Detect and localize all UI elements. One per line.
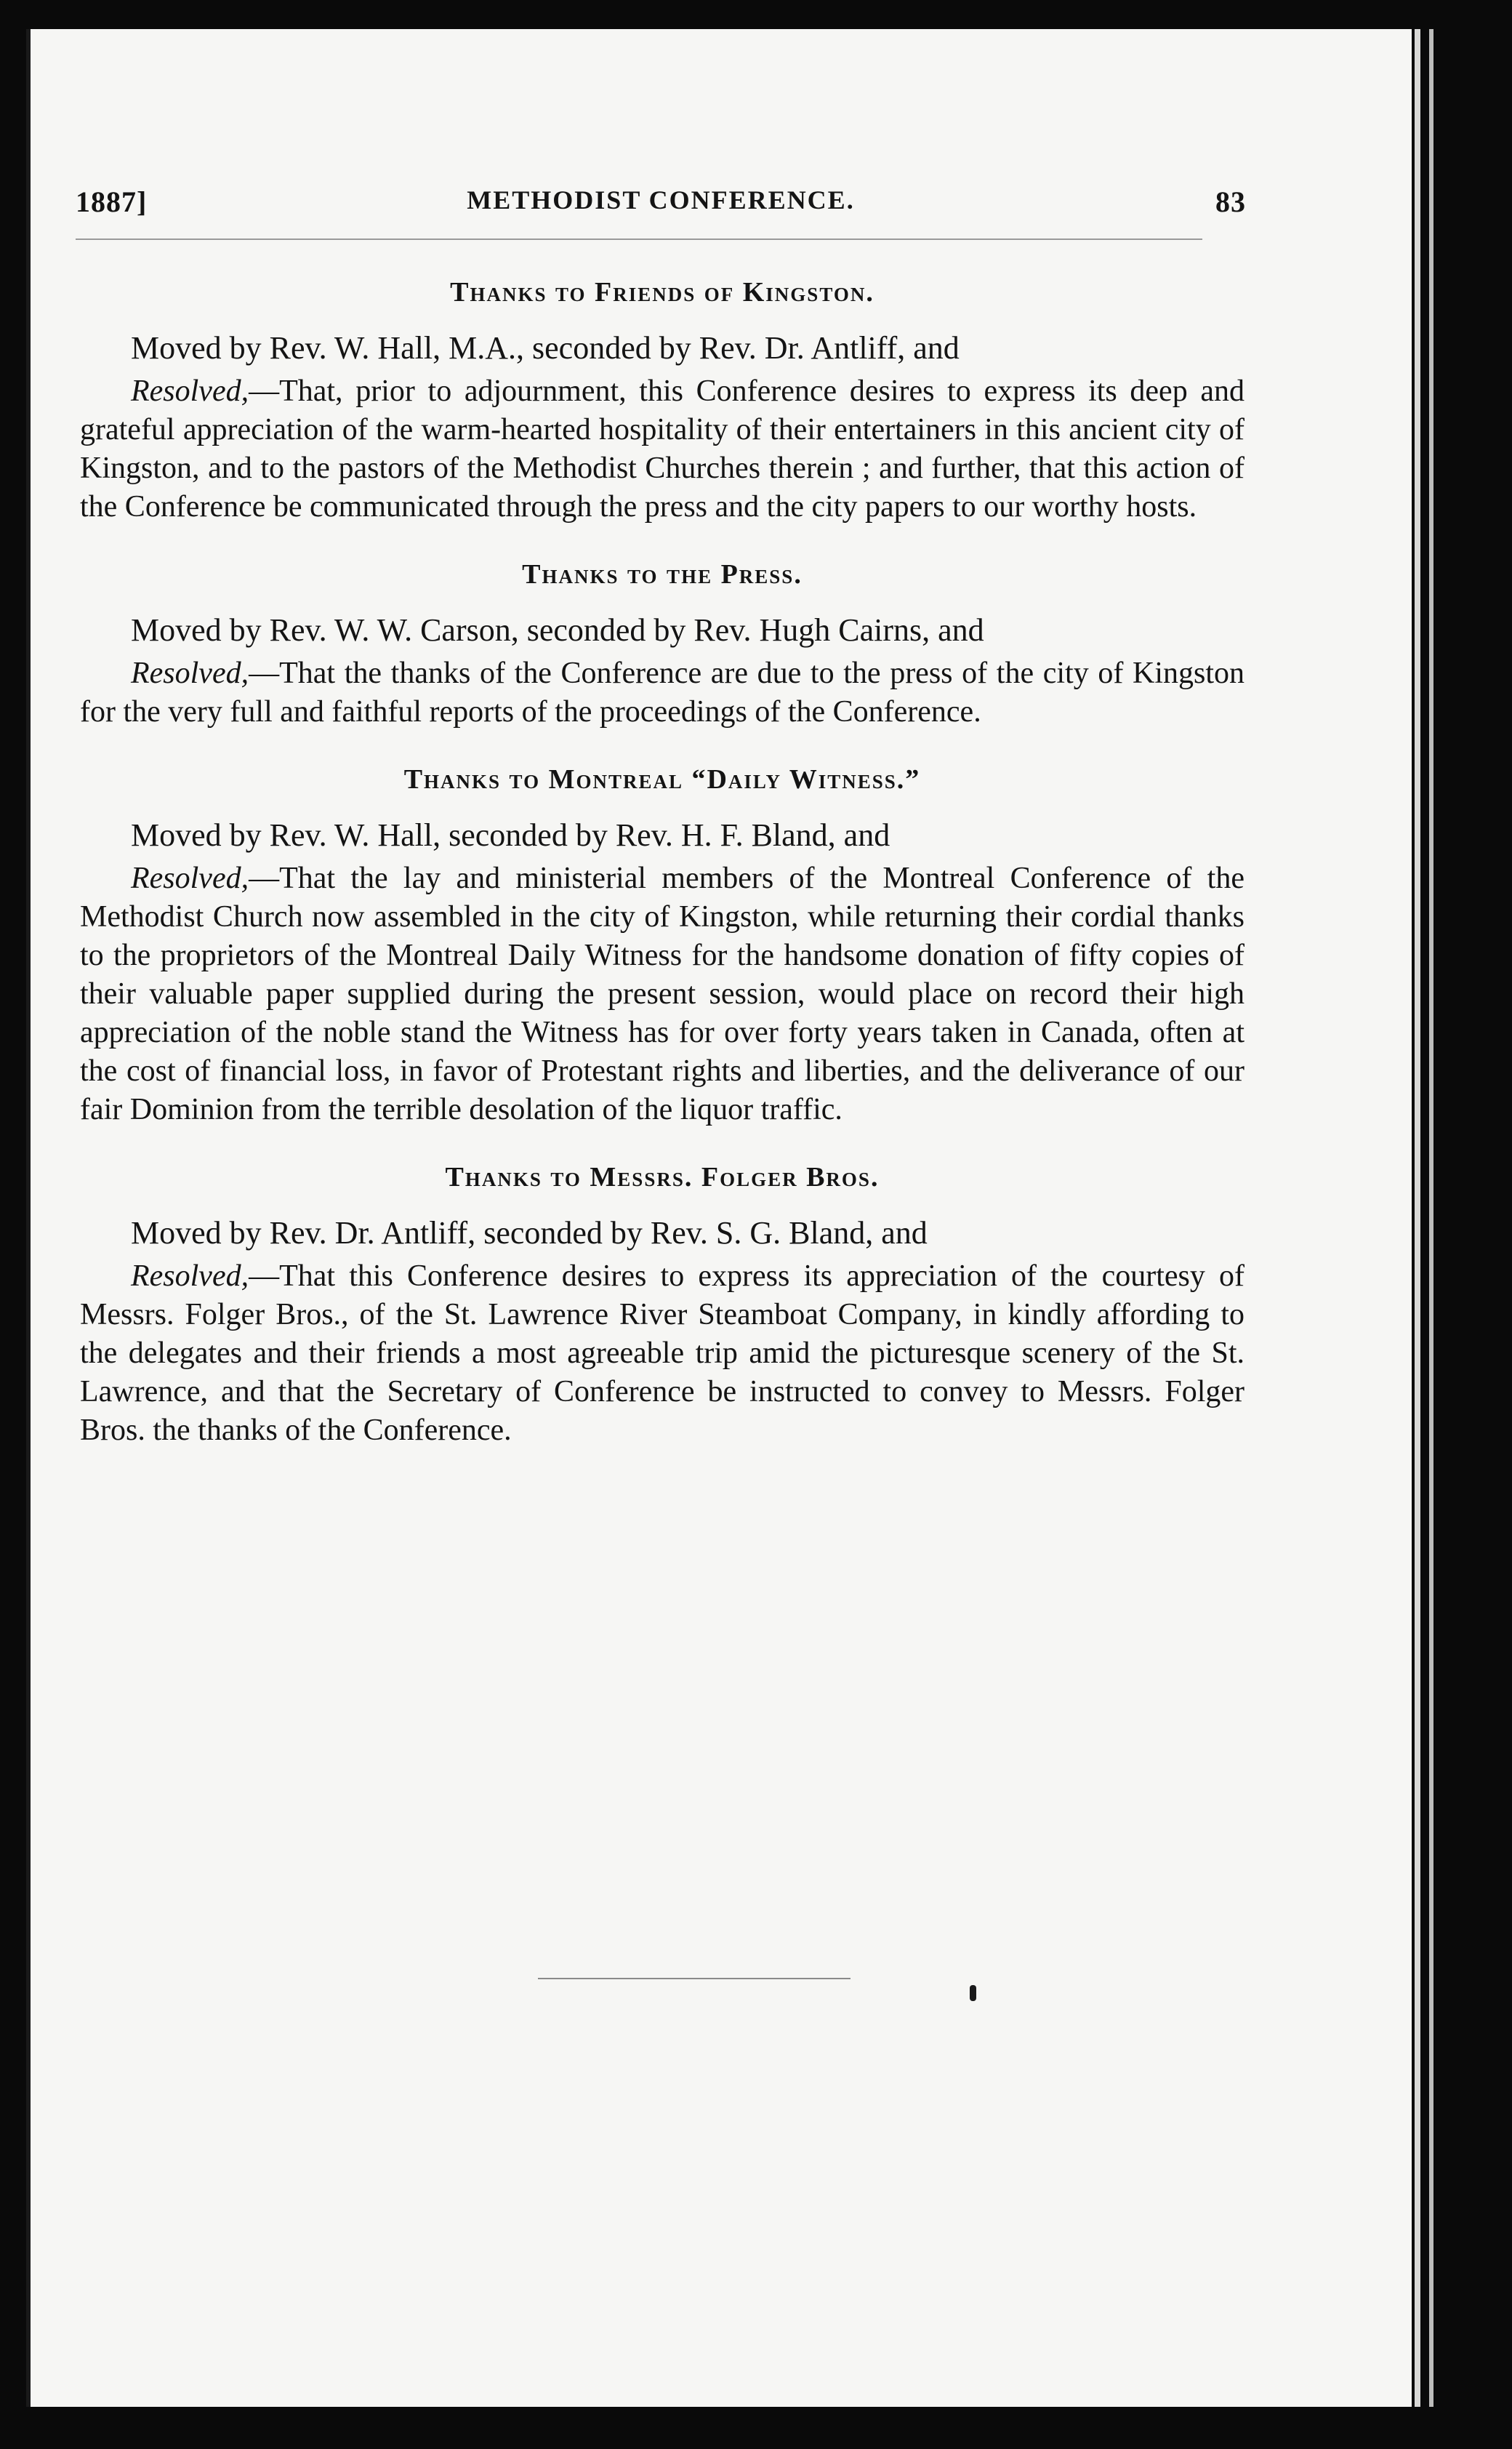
page-body bbox=[80, 270, 1244, 1476]
resolution-paragraph bbox=[80, 372, 1244, 526]
resolution-paragraph bbox=[80, 654, 1244, 732]
page-number: 83 bbox=[1215, 185, 1246, 218]
section-title: Thanks to Messrs. Folger Bros. bbox=[445, 1162, 880, 1193]
end-rule bbox=[538, 1978, 850, 1979]
running-head-title: METHODIST CONFERENCE. bbox=[467, 185, 855, 215]
motion-line: Moved by Rev. W. W. Carson, seconded by Rev. Hugh Cairns, and bbox=[131, 612, 984, 648]
running-head bbox=[76, 185, 1246, 228]
page-edge bbox=[1415, 29, 1420, 2407]
resolved-label: Resolved, bbox=[131, 657, 249, 690]
section-title: Thanks to Montreal “Daily Witness.” bbox=[403, 764, 921, 795]
section-thanks-to-the-press bbox=[80, 553, 1244, 732]
resolution-text: —That the thanks of the Conference are due to the press of the city of Kingston for the very full and faithful reports of the proceedings of the Conference. bbox=[80, 657, 1244, 729]
resolved-label: Resolved, bbox=[131, 1259, 249, 1293]
motion-line: Moved by Rev. W. Hall, M.A., seconded by Rev. Dr. Antliff, and bbox=[131, 330, 960, 366]
section-title: Thanks to Friends of Kingston. bbox=[450, 277, 874, 308]
resolution-text: —That, prior to adjournment, this Conference desires to express its deep and grateful appreciation of the warm-hearted hospitality of their entertainers in this ancient city of Kingston, and to the pastors of the Methodist Churches therein ; and further, that this action of the Conference be communicated through the press and the city papers to our worthy hosts. bbox=[80, 374, 1244, 524]
header-rule bbox=[76, 239, 1202, 240]
resolved-label: Resolved, bbox=[131, 862, 249, 895]
ink-speck bbox=[970, 1985, 976, 2001]
resolution-paragraph bbox=[80, 1257, 1244, 1450]
resolved-label: Resolved, bbox=[131, 374, 249, 408]
motion-line: Moved by Rev. Dr. Antliff, seconded by Rev. S. G. Bland, and bbox=[131, 1215, 928, 1251]
motion-line: Moved by Rev. W. Hall, seconded by Rev. H. F. Bland, and bbox=[131, 817, 890, 853]
running-head-year: 1887] bbox=[76, 185, 148, 218]
resolution-paragraph bbox=[80, 859, 1244, 1129]
section-thanks-messrs-folger-bros bbox=[80, 1155, 1244, 1450]
resolution-text: —That this Conference desires to express its appreciation of the courtesy of Messrs. Folger Bros., of the St. Lawrence River Steamboat Company, in kindly affording to the delegates and their friends a most agreeable trip amid the picturesque scenery of the St. Lawrence, and that the Secretary of Conference be instructed to convey to Messrs. Folger Bros. the thanks of the Conference. bbox=[80, 1259, 1244, 1447]
page-edge bbox=[1429, 29, 1433, 2407]
resolution-text: —That the lay and ministerial members of the Montreal Conference of the Methodist Church now assembled in the city of Kingston, while returning their cordial thanks to the proprietors of the Montreal Daily Witness for the handsome donation of fifty copies of their valuable paper supplied during the present session, would place on record their high appreciation of the noble stand the Witness has for over forty years taken in Canada, often at the cost of financial loss, in favor of Protestant rights and liberties, and the deliverance of our fair Dominion from the terrible desolation of the liquor traffic. bbox=[80, 862, 1244, 1126]
section-title: Thanks to the Press. bbox=[522, 559, 803, 590]
section-thanks-montreal-daily-witness bbox=[80, 758, 1244, 1129]
section-thanks-friends-of-kingston bbox=[80, 270, 1244, 526]
